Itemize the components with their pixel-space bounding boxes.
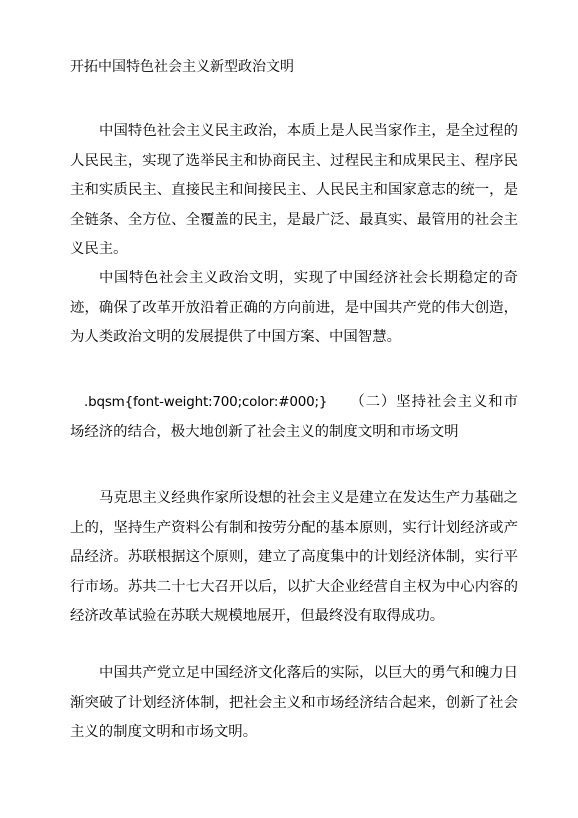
leaked-css-text: .bqsm{font-weight:700;color:#000;} bbox=[84, 394, 328, 410]
paragraph-marxist-socialism: 马克思主义经典作家所设想的社会主义是建立在发达生产力基础之上的，坚持生产资料公有制和按劳分配的基本原则，实行计划经济或产品经济。苏联根据这个原则，建立了高度集中的计划经济体制，实行平行市场。苏共二十七大召开以后，以扩大企业经营自主权为中心内容的经济改革试验在苏联大规模地展开，但最终没有取得成功。 bbox=[70, 490, 518, 624]
paragraph-section-heading bbox=[70, 388, 518, 447]
section-heading-text: （二）坚持社会主义和市场经济的结合，极大地创新了社会主义的制度文明和市场文明 bbox=[70, 394, 518, 440]
paragraph-democracy: 中国特色社会主义民主政治，本质上是人民当家作主，是全过程的人民民主，实现了选举民主和协商民主、过程民主和成果民主、程序民主和实质民主、直接民主和间接民主、人民民主和国家意志的统一，是全链条、全方位、全覆盖的民主，是最广泛、最真实、最管用的社会主义民主。 bbox=[70, 123, 518, 257]
document-title: 开拓中国特色社会主义新型政治文明 bbox=[70, 59, 294, 75]
paragraph-cpc-innovation: 中国共产党立足中国经济文化落后的实际，以巨大的勇气和魄力日渐突破了计划经济体制，把社会主义和市场经济结合起来，创新了社会主义的制度文明和市场文明。 bbox=[70, 665, 518, 740]
paragraph-political-civilization: 中国特色社会主义政治文明，实现了中国经济社会长期稳定的奇迹，确保了改革开放沿着正确的方向前进，是中国共产党的伟大创造，为人类政治文明的发展提供了中国方案、中国智慧。 bbox=[70, 270, 518, 345]
